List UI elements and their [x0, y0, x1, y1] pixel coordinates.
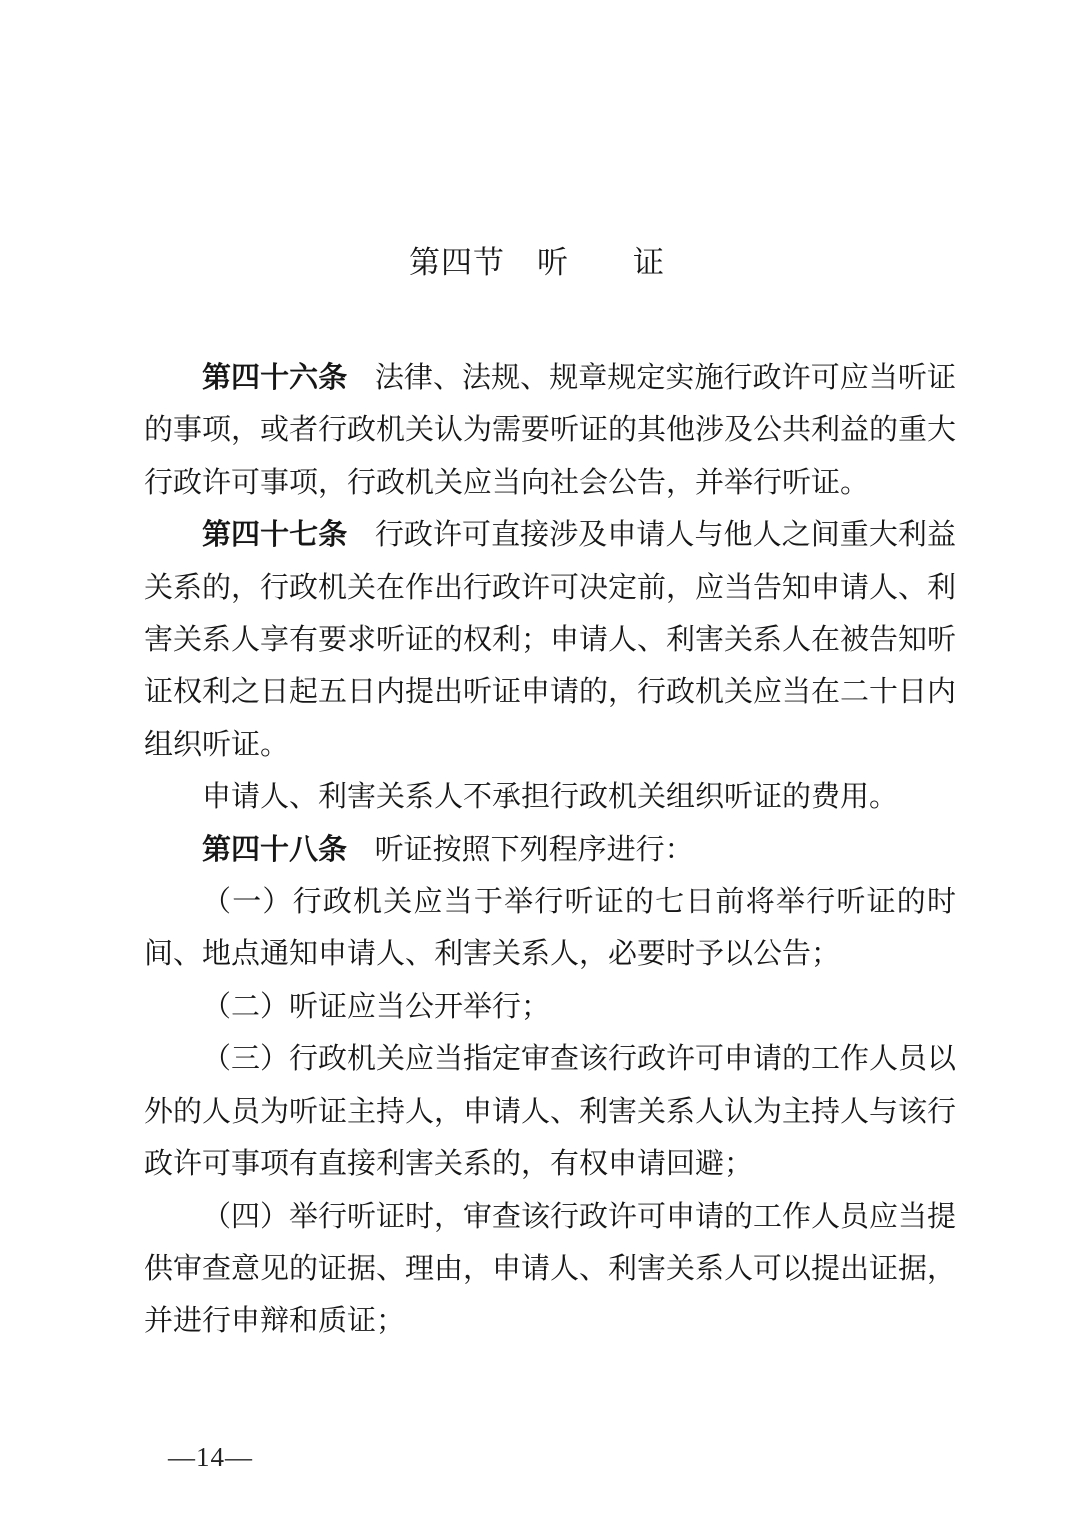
paragraph-item-1 — [144, 876, 956, 981]
article-47-text: 行政许可直接涉及申请人与他人之间重大利益关系的，行政机关在作出行政许可决定前，应当告知申请人、利害关系人享有要求听证的权利；申请人、利害关系人在被告知听证权利之日起五日内提出听证申请的，行政机关应当在二十日内组织听证。 — [144, 519, 957, 761]
paragraph-item-3 — [144, 1033, 956, 1190]
paragraph-item-2 — [144, 981, 956, 1033]
paragraph-article-46 — [144, 352, 956, 509]
article-48-number: 第四十八条 — [202, 833, 348, 866]
paragraph-item-4 — [144, 1191, 956, 1348]
section-title: 第四节 听 证 — [409, 245, 665, 280]
paragraph-article-47 — [144, 509, 956, 771]
item-2-text: （二）听证应当公开举行； — [202, 990, 551, 1023]
document-body — [144, 352, 956, 1348]
article-46-text: 法律、法规、规章规定实施行政许可应当听证的事项，或者行政机关认为需要听证的其他涉及公共利益的重大行政许可事项，行政机关应当向社会公告，并举行听证。 — [144, 362, 957, 499]
paragraph-article-48 — [144, 824, 956, 876]
article-48-text: 听证按照下列程序进行： — [374, 833, 694, 866]
item-4-text: （四）举行听证时，审查该行政许可申请的工作人员应当提供审查意见的证据、理由，申请人、利害关系人可以提出证据，并进行申辩和质证； — [144, 1200, 957, 1338]
item-1-text: （一）行政机关应当于举行听证的七日前将举行听证的时间、地点通知申请人、利害关系人，必要时予以公告； — [144, 886, 956, 971]
paragraph-article-47-fees — [144, 771, 956, 823]
article-46-number: 第四十六条 — [202, 362, 348, 394]
page-number: —14— — [168, 1442, 253, 1472]
item-3-text: （三）行政机关应当指定审查该行政许可申请的工作人员以外的人员为听证主持人，申请人、利害关系人认为主持人与该行政许可事项有直接利害关系的，有权申请回避； — [144, 1043, 957, 1181]
article-47-fees-text: 申请人、利害关系人不承担行政机关组织听证的费用。 — [202, 781, 899, 814]
article-47-number: 第四十七条 — [202, 519, 348, 552]
